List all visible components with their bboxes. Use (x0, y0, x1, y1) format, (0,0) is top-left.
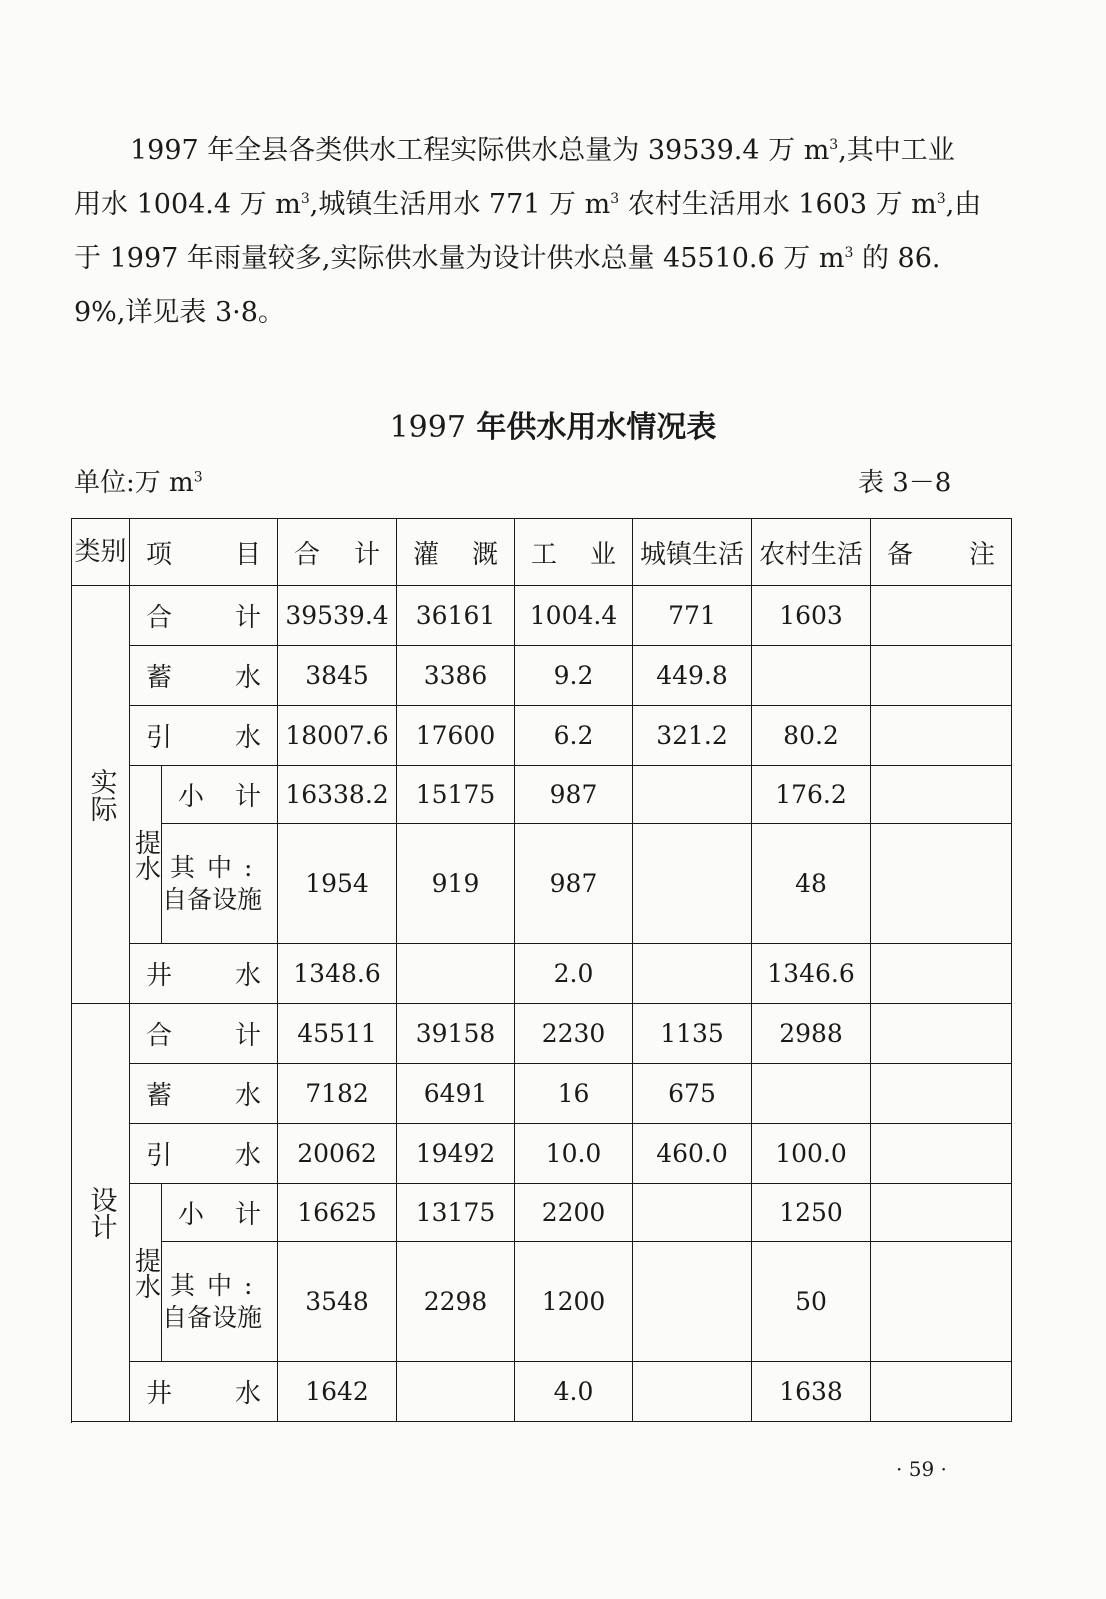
table-cell: 10.0 (515, 1124, 633, 1184)
header-urban: 城镇生活 (633, 519, 752, 586)
table-cell: 3386 (397, 646, 515, 706)
paragraph-line-2: 用水 1004.4 万 $m^3$,城镇生活用水 771 万 $m^3$ 农村生活用水 1603 万 $m^3$,由 (74, 189, 982, 220)
table-cell (633, 766, 752, 824)
table-cell: 2.0 (515, 944, 633, 1004)
row-label: 小计 (162, 766, 278, 824)
table-cell: 16625 (278, 1184, 397, 1242)
table-cell (633, 824, 752, 944)
table-row (72, 1064, 1012, 1124)
table-cell: 17600 (397, 706, 515, 766)
page-number: · 59 · (896, 1457, 947, 1481)
table-cell (871, 706, 1012, 766)
table-row (72, 1184, 1012, 1242)
table-cell: 18007.6 (278, 706, 397, 766)
table-cell (871, 586, 1012, 646)
table-cell (871, 646, 1012, 706)
table-cell: 460.0 (633, 1124, 752, 1184)
group-actual: 实际 (72, 586, 130, 1004)
table-cell (871, 1362, 1012, 1422)
header-industry: 工 业 (515, 519, 633, 586)
table-cell (397, 944, 515, 1004)
table-cell: 15175 (397, 766, 515, 824)
table-row (72, 824, 1012, 944)
row-label: 合计 (130, 1004, 278, 1064)
table-cell: 1642 (278, 1362, 397, 1422)
table-cell: 20062 (278, 1124, 397, 1184)
table-cell: 1638 (752, 1362, 871, 1422)
row-label: 引水 (130, 706, 278, 766)
header-irrigation: 灌 溉 (397, 519, 515, 586)
table-cell: 50 (752, 1242, 871, 1362)
table-cell: 675 (633, 1064, 752, 1124)
row-label: 蓄水 (130, 1064, 278, 1124)
table-cell (871, 766, 1012, 824)
row-label: 其中: 自备设施 (162, 1242, 278, 1362)
lift-group-label: 提水 (130, 766, 162, 944)
row-label: 合计 (130, 586, 278, 646)
header-remarks: 备 注 (871, 519, 1012, 586)
table-cell: 6491 (397, 1064, 515, 1124)
table-cell: 1004.4 (515, 586, 633, 646)
header-row (72, 519, 1012, 586)
table-cell: 321.2 (633, 706, 752, 766)
table-cell: 449.8 (633, 646, 752, 706)
table-cell: 3845 (278, 646, 397, 706)
table-cell: 9.2 (515, 646, 633, 706)
row-label: 蓄水 (130, 646, 278, 706)
table-cell: 2988 (752, 1004, 871, 1064)
table-cell (871, 1184, 1012, 1242)
table-cell (752, 646, 871, 706)
table-row (72, 1004, 1012, 1064)
row-label: 小计 (162, 1184, 278, 1242)
table-row (72, 586, 1012, 646)
table-row (72, 646, 1012, 706)
group-design: 设计 (72, 1004, 130, 1422)
table-cell: 4.0 (515, 1362, 633, 1422)
table-title: 1997 年供水用水情况表 (389, 410, 717, 445)
table-cell: 100.0 (752, 1124, 871, 1184)
water-supply-table (71, 518, 1012, 1422)
table-cell: 2298 (397, 1242, 515, 1362)
row-label: 井水 (130, 944, 278, 1004)
table-row (72, 944, 1012, 1004)
table-cell: 6.2 (515, 706, 633, 766)
table-cell: 1348.6 (278, 944, 397, 1004)
table-cell (633, 1184, 752, 1242)
header-category: 类别 (72, 519, 130, 586)
table-cell: 2200 (515, 1184, 633, 1242)
table-row (72, 1362, 1012, 1422)
table-cell (633, 944, 752, 1004)
table-cell: 1603 (752, 586, 871, 646)
table-cell (871, 824, 1012, 944)
table-cell: 7182 (278, 1064, 397, 1124)
unit-label: 单位:万 $m^3$ (74, 468, 203, 498)
table-row (72, 1242, 1012, 1362)
table-row (72, 706, 1012, 766)
table-cell: 919 (397, 824, 515, 944)
table-cell: 16338.2 (278, 766, 397, 824)
table-cell: 39158 (397, 1004, 515, 1064)
table-cell: 1200 (515, 1242, 633, 1362)
table-cell: 176.2 (752, 766, 871, 824)
header-total: 合 计 (278, 519, 397, 586)
table-cell (871, 1124, 1012, 1184)
lift-group-label: 提水 (130, 1184, 162, 1362)
table-cell (633, 1242, 752, 1362)
table-cell (633, 1362, 752, 1422)
table-cell: 48 (752, 824, 871, 944)
table-cell: 1250 (752, 1184, 871, 1242)
table-cell: 39539.4 (278, 586, 397, 646)
header-item: 项 目 (130, 519, 278, 586)
row-label: 引水 (130, 1124, 278, 1184)
table-cell (871, 944, 1012, 1004)
table-row (72, 1124, 1012, 1184)
paragraph-line-4: 9%,详见表 3·8。 (74, 297, 285, 328)
body-paragraph (74, 124, 1014, 340)
table-cell: 36161 (397, 586, 515, 646)
table-cell: 771 (633, 586, 752, 646)
table-cell: 1954 (278, 824, 397, 944)
table-cell (871, 1242, 1012, 1362)
table-cell: 2230 (515, 1004, 633, 1064)
table-cell: 987 (515, 766, 633, 824)
table-cell (397, 1362, 515, 1422)
header-rural: 农村生活 (752, 519, 871, 586)
paragraph-line-3: 于 1997 年雨量较多,实际供水量为设计供水总量 45510.6 万 $m^3$ 的 86. (74, 243, 941, 274)
table-cell: 13175 (397, 1184, 515, 1242)
table-cell (752, 1064, 871, 1124)
table-cell: 1346.6 (752, 944, 871, 1004)
table-cell (871, 1004, 1012, 1064)
row-label: 其中: 自备设施 (162, 824, 278, 944)
table-cell: 16 (515, 1064, 633, 1124)
table-cell: 80.2 (752, 706, 871, 766)
table-cell: 1135 (633, 1004, 752, 1064)
row-label: 井水 (130, 1362, 278, 1422)
table-row (72, 766, 1012, 824)
table-cell: 19492 (397, 1124, 515, 1184)
table-cell: 987 (515, 824, 633, 944)
table-number: 表 3－8 (858, 468, 952, 498)
table-cell (871, 1064, 1012, 1124)
paragraph-line-1: 1997 年全县各类供水工程实际供水总量为 39539.4 万 $m^3$,其中工业 (130, 135, 955, 166)
table-cell: 3548 (278, 1242, 397, 1362)
table-cell: 45511 (278, 1004, 397, 1064)
